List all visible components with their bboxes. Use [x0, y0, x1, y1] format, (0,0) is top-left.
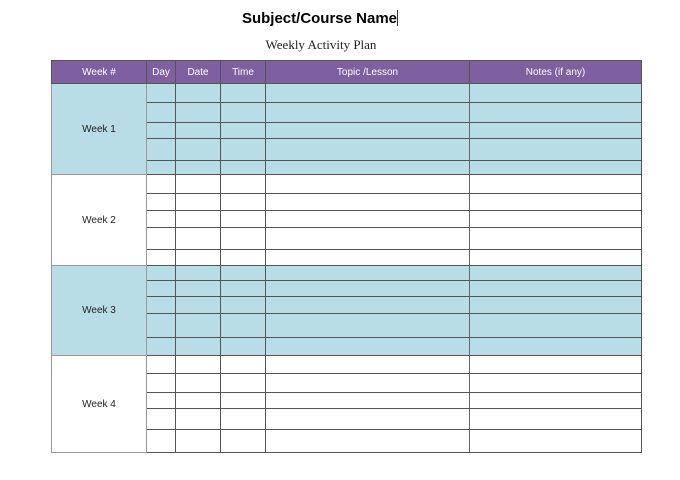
- date-cell[interactable]: [176, 266, 221, 281]
- header-topic: Topic /Lesson: [266, 61, 470, 84]
- notes-cell[interactable]: [470, 266, 642, 281]
- week-label-cell[interactable]: Week 3: [52, 266, 147, 356]
- time-cell[interactable]: [221, 430, 266, 453]
- notes-cell[interactable]: [470, 338, 642, 356]
- notes-cell[interactable]: [470, 281, 642, 297]
- topic-cell[interactable]: [266, 356, 470, 374]
- day-cell[interactable]: [147, 250, 176, 266]
- topic-cell[interactable]: [266, 103, 470, 123]
- notes-cell[interactable]: [470, 211, 642, 228]
- time-cell[interactable]: [221, 314, 266, 338]
- topic-cell[interactable]: [266, 430, 470, 453]
- day-cell[interactable]: [147, 356, 176, 374]
- date-cell[interactable]: [176, 430, 221, 453]
- notes-cell[interactable]: [470, 161, 642, 175]
- text-cursor: [397, 10, 398, 26]
- notes-cell[interactable]: [470, 123, 642, 139]
- notes-cell[interactable]: [470, 356, 642, 374]
- day-cell[interactable]: [147, 194, 176, 211]
- notes-cell[interactable]: [470, 409, 642, 430]
- notes-cell[interactable]: [470, 139, 642, 161]
- topic-cell[interactable]: [266, 161, 470, 175]
- day-cell[interactable]: [147, 266, 176, 281]
- time-cell[interactable]: [221, 103, 266, 123]
- date-cell[interactable]: [176, 194, 221, 211]
- time-cell[interactable]: [221, 393, 266, 409]
- date-cell[interactable]: [176, 314, 221, 338]
- day-cell[interactable]: [147, 228, 176, 250]
- header-date: Date: [176, 61, 221, 84]
- date-cell[interactable]: [176, 250, 221, 266]
- date-cell[interactable]: [176, 297, 221, 314]
- time-cell[interactable]: [221, 281, 266, 297]
- date-cell[interactable]: [176, 161, 221, 175]
- topic-cell[interactable]: [266, 250, 470, 266]
- time-cell[interactable]: [221, 139, 266, 161]
- date-cell[interactable]: [176, 281, 221, 297]
- day-cell[interactable]: [147, 139, 176, 161]
- date-cell[interactable]: [176, 228, 221, 250]
- header-week: Week #: [52, 61, 147, 84]
- week-label-cell[interactable]: Week 4: [52, 356, 147, 453]
- day-cell[interactable]: [147, 374, 176, 393]
- time-cell[interactable]: [221, 211, 266, 228]
- day-cell[interactable]: [147, 409, 176, 430]
- day-cell[interactable]: [147, 211, 176, 228]
- date-cell[interactable]: [176, 409, 221, 430]
- topic-cell[interactable]: [266, 123, 470, 139]
- time-cell[interactable]: [221, 297, 266, 314]
- table-body: [52, 84, 642, 453]
- topic-cell[interactable]: [266, 228, 470, 250]
- time-cell[interactable]: [221, 250, 266, 266]
- topic-cell[interactable]: [266, 314, 470, 338]
- header-notes: Notes (if any): [470, 61, 642, 84]
- day-cell[interactable]: [147, 297, 176, 314]
- day-cell[interactable]: [147, 281, 176, 297]
- topic-cell[interactable]: [266, 211, 470, 228]
- day-cell[interactable]: [147, 430, 176, 453]
- topic-cell[interactable]: [266, 409, 470, 430]
- notes-cell[interactable]: [470, 84, 642, 103]
- day-cell[interactable]: [147, 393, 176, 409]
- notes-cell[interactable]: [470, 314, 642, 338]
- topic-cell[interactable]: [266, 297, 470, 314]
- topic-cell[interactable]: [266, 175, 470, 194]
- date-cell[interactable]: [176, 393, 221, 409]
- table-row: [52, 356, 642, 374]
- topic-cell[interactable]: [266, 338, 470, 356]
- notes-cell[interactable]: [470, 374, 642, 393]
- day-cell[interactable]: [147, 161, 176, 175]
- notes-cell[interactable]: [470, 228, 642, 250]
- date-cell[interactable]: [176, 356, 221, 374]
- table-row: [52, 84, 642, 103]
- date-cell[interactable]: [176, 338, 221, 356]
- notes-cell[interactable]: [470, 430, 642, 453]
- notes-cell[interactable]: [470, 175, 642, 194]
- date-cell[interactable]: [176, 139, 221, 161]
- table-row: [52, 175, 642, 194]
- time-cell[interactable]: [221, 228, 266, 250]
- day-cell[interactable]: [147, 314, 176, 338]
- notes-cell[interactable]: [470, 297, 642, 314]
- topic-cell[interactable]: [266, 393, 470, 409]
- time-cell[interactable]: [221, 194, 266, 211]
- document-title[interactable]: Subject/Course Name: [241, 10, 398, 27]
- date-cell[interactable]: [176, 84, 221, 103]
- notes-cell[interactable]: [470, 393, 642, 409]
- time-cell[interactable]: [221, 338, 266, 356]
- topic-cell[interactable]: [266, 281, 470, 297]
- time-cell[interactable]: [221, 374, 266, 393]
- date-cell[interactable]: [176, 175, 221, 194]
- time-cell[interactable]: [221, 175, 266, 194]
- header-day: Day: [147, 61, 176, 84]
- day-cell[interactable]: [147, 103, 176, 123]
- week-label-cell[interactable]: Week 2: [52, 175, 147, 266]
- date-cell[interactable]: [176, 123, 221, 139]
- topic-cell[interactable]: [266, 84, 470, 103]
- document-subtitle: Weekly Activity Plan: [265, 37, 377, 52]
- weekly-plan-table: [51, 60, 642, 453]
- topic-cell[interactable]: [266, 374, 470, 393]
- table-row: [52, 266, 642, 281]
- topic-cell[interactable]: [266, 266, 470, 281]
- time-cell[interactable]: [221, 123, 266, 139]
- header-time: Time: [221, 61, 266, 84]
- header-row: [52, 61, 642, 84]
- notes-cell[interactable]: [470, 250, 642, 266]
- day-cell[interactable]: [147, 175, 176, 194]
- notes-cell[interactable]: [470, 103, 642, 123]
- week-label-cell[interactable]: Week 1: [52, 84, 147, 175]
- time-cell[interactable]: [221, 161, 266, 175]
- date-cell[interactable]: [176, 374, 221, 393]
- topic-cell[interactable]: [266, 139, 470, 161]
- time-cell[interactable]: [221, 356, 266, 374]
- time-cell[interactable]: [221, 409, 266, 430]
- time-cell[interactable]: [221, 266, 266, 281]
- date-cell[interactable]: [176, 211, 221, 228]
- day-cell[interactable]: [147, 84, 176, 103]
- time-cell[interactable]: [221, 84, 266, 103]
- topic-cell[interactable]: [266, 194, 470, 211]
- notes-cell[interactable]: [470, 194, 642, 211]
- day-cell[interactable]: [147, 123, 176, 139]
- day-cell[interactable]: [147, 338, 176, 356]
- date-cell[interactable]: [176, 103, 221, 123]
